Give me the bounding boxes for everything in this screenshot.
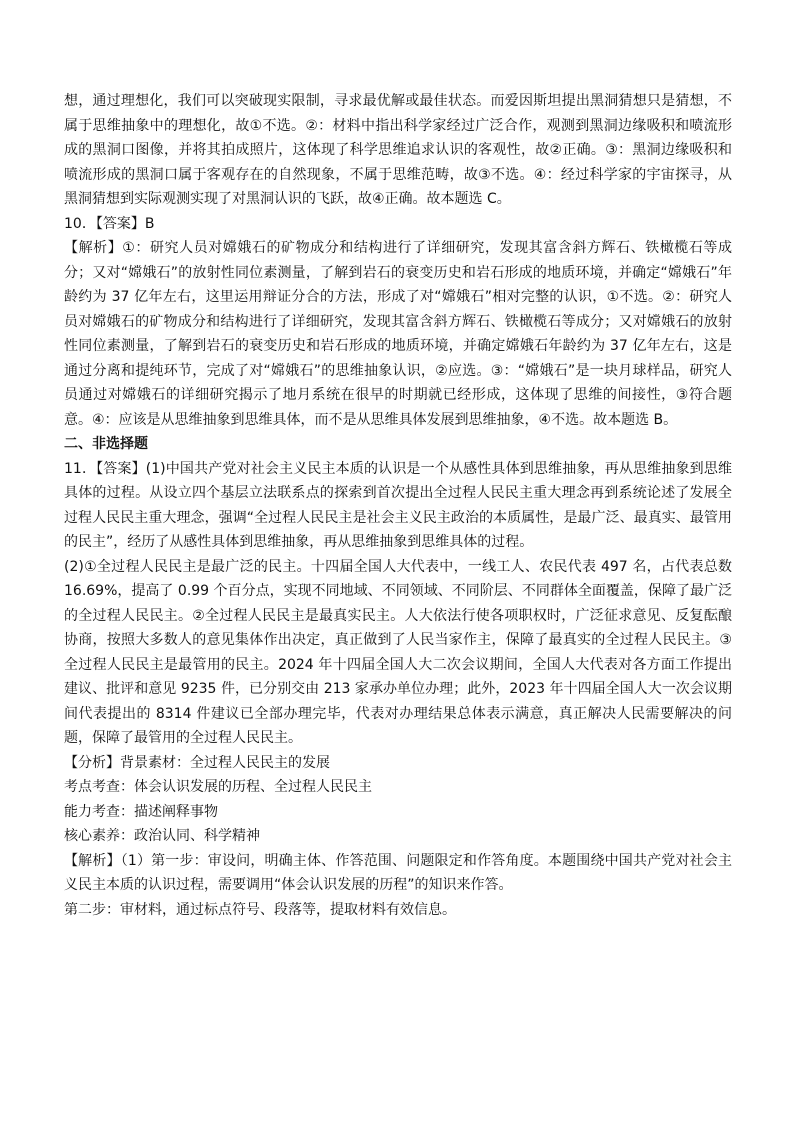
paragraph-q11-answer-part2: (2)①全过程人民民主是最广泛的民主。十四届全国人大代表中，一线工人、农民代表 497 名，占代表总数 16.69%，提高了 0.99 个百分点，实现不同地域、不同领域、不同阶层、不同群体全面覆盖，保障了最广泛的全过程人民民主。②全过程人民民主是最真实民主。人大依法行使各项职权时，广泛征求意见、反复酝酿协商，按照大多数人的意见集体作出决定，真正做到了人民当家作主，保障了最真实的全过程人民民主。③全过程人民民主是最管用的民主。2024 年十四届全国人大二次会议期间，全国人大代表对各方面工作提出建议、批评和意见 9235 件，已分别交由 213 家承办单位办理；此外，2023 年十四届全国人大一次会议期间代表提出的 8314 件建议已全部办理完毕，代表对办理结果总体表示满意，真正解决人民需要解决的问题，保障了最管用的全过程人民民主。 xyxy=(64,558,732,746)
paragraph-analysis-background: 【分析】背景素材：全过程人民民主的发展 xyxy=(64,754,330,771)
paragraph-analysis-ability: 能力考查：描述阐释事物 xyxy=(64,803,218,820)
paragraph-analysis-core-literacy: 核心素养：政治认同、科学精神 xyxy=(64,828,260,844)
section-heading-non-choice: 二、非选择题 xyxy=(64,436,148,452)
paragraph-explanation-step2: 第二步：审材料，通过标点符号、段落等，提取材料有效信息。 xyxy=(64,901,456,918)
paragraph-analysis-exam-points: 考点考查：体会认识发展的历程、全过程人民民主 xyxy=(64,779,372,795)
document-page xyxy=(64,89,732,922)
paragraph-q9-explanation-continued: 想，通过理想化，我们可以突破现实限制，寻求最优解或最佳状态。而爱因斯坦提出黑洞猜想只是猜想，不属于思维抽象中的理想化，故①不选。②：材料中指出科学家经过广泛合作，观测到黑洞边缘吸积和喷流形成的黑洞口图像，并将其拍成照片，这体现了科学思维追求认识的客观性，故②正确。③：黑洞边缘吸积和喷流形成的黑洞口属于客观存在的自然现象，不属于思维范畴，故③不选。④：经过科学家的宇宙探寻，从黑洞猜想到实际观测实现了对黑洞认识的飞跃，故④正确。故本题选 C。 xyxy=(64,93,732,207)
paragraph-q10-answer: 10．【答案】B xyxy=(64,215,155,232)
paragraph-q10-explanation: 【解析】①：研究人员对嫦娥石的矿物成分和结构进行了详细研究，发现其富含斜方辉石、铁橄榄石等成分；又对“嫦娥石”的放射性同位素测量，了解到岩石的衰变历史和岩石形成的地质环境，并确定“嫦娥石”年龄约为 37 亿年左右，这里运用辩证分合的方法，形成了对“嫦娥石”相对完整的认识，①不选。②：研究人员对嫦娥石的矿物成分和结构进行了详细研究，发现其富含斜方辉石、铁橄榄石等成分；又对嫦娥石的放射性同位素测量，了解到岩石的衰变历史和岩石形成的地质环境，并确定嫦娥石年龄约为 37 亿年左右，这是通过分离和提纯环节，完成了对“嫦娥石”的思维抽象认识，②应选。③：“嫦娥石”是一块月球样品，研究人员通过对嫦娥石的详细研究揭示了地月系统在很早的时期就已经形成，这体现了思维的间接性，③符合题意。④：应该是从思维抽象到思维具体，而不是从思维具体发展到思维抽象，④不选。故本题选 B。 xyxy=(64,240,732,428)
paragraph-explanation-step1: 【解析】（1）第一步：审设问，明确主体、作答范围、问题限定和作答角度。本题围绕中国共产党对社会主义民主本质的认识过程，需要调用“体会认识发展的历程”的知识来作答。 xyxy=(64,852,732,893)
paragraph-q11-answer-part1: 11．【答案】(1)中国共产党对社会主义民主本质的认识是一个从感性具体到思维抽象，再从思维抽象到思维具体的过程。从设立四个基层立法联系点的探索到首次提出全过程人民民主重大理念再到系统论述了发展全过程人民民主重大理念，强调“全过程人民民主是社会主义民主政治的本质属性，是最广泛、最真实、最管用的民主”，经历了从感性具体到思维抽象，再从思维抽象到思维具体的过程。 xyxy=(64,460,732,550)
